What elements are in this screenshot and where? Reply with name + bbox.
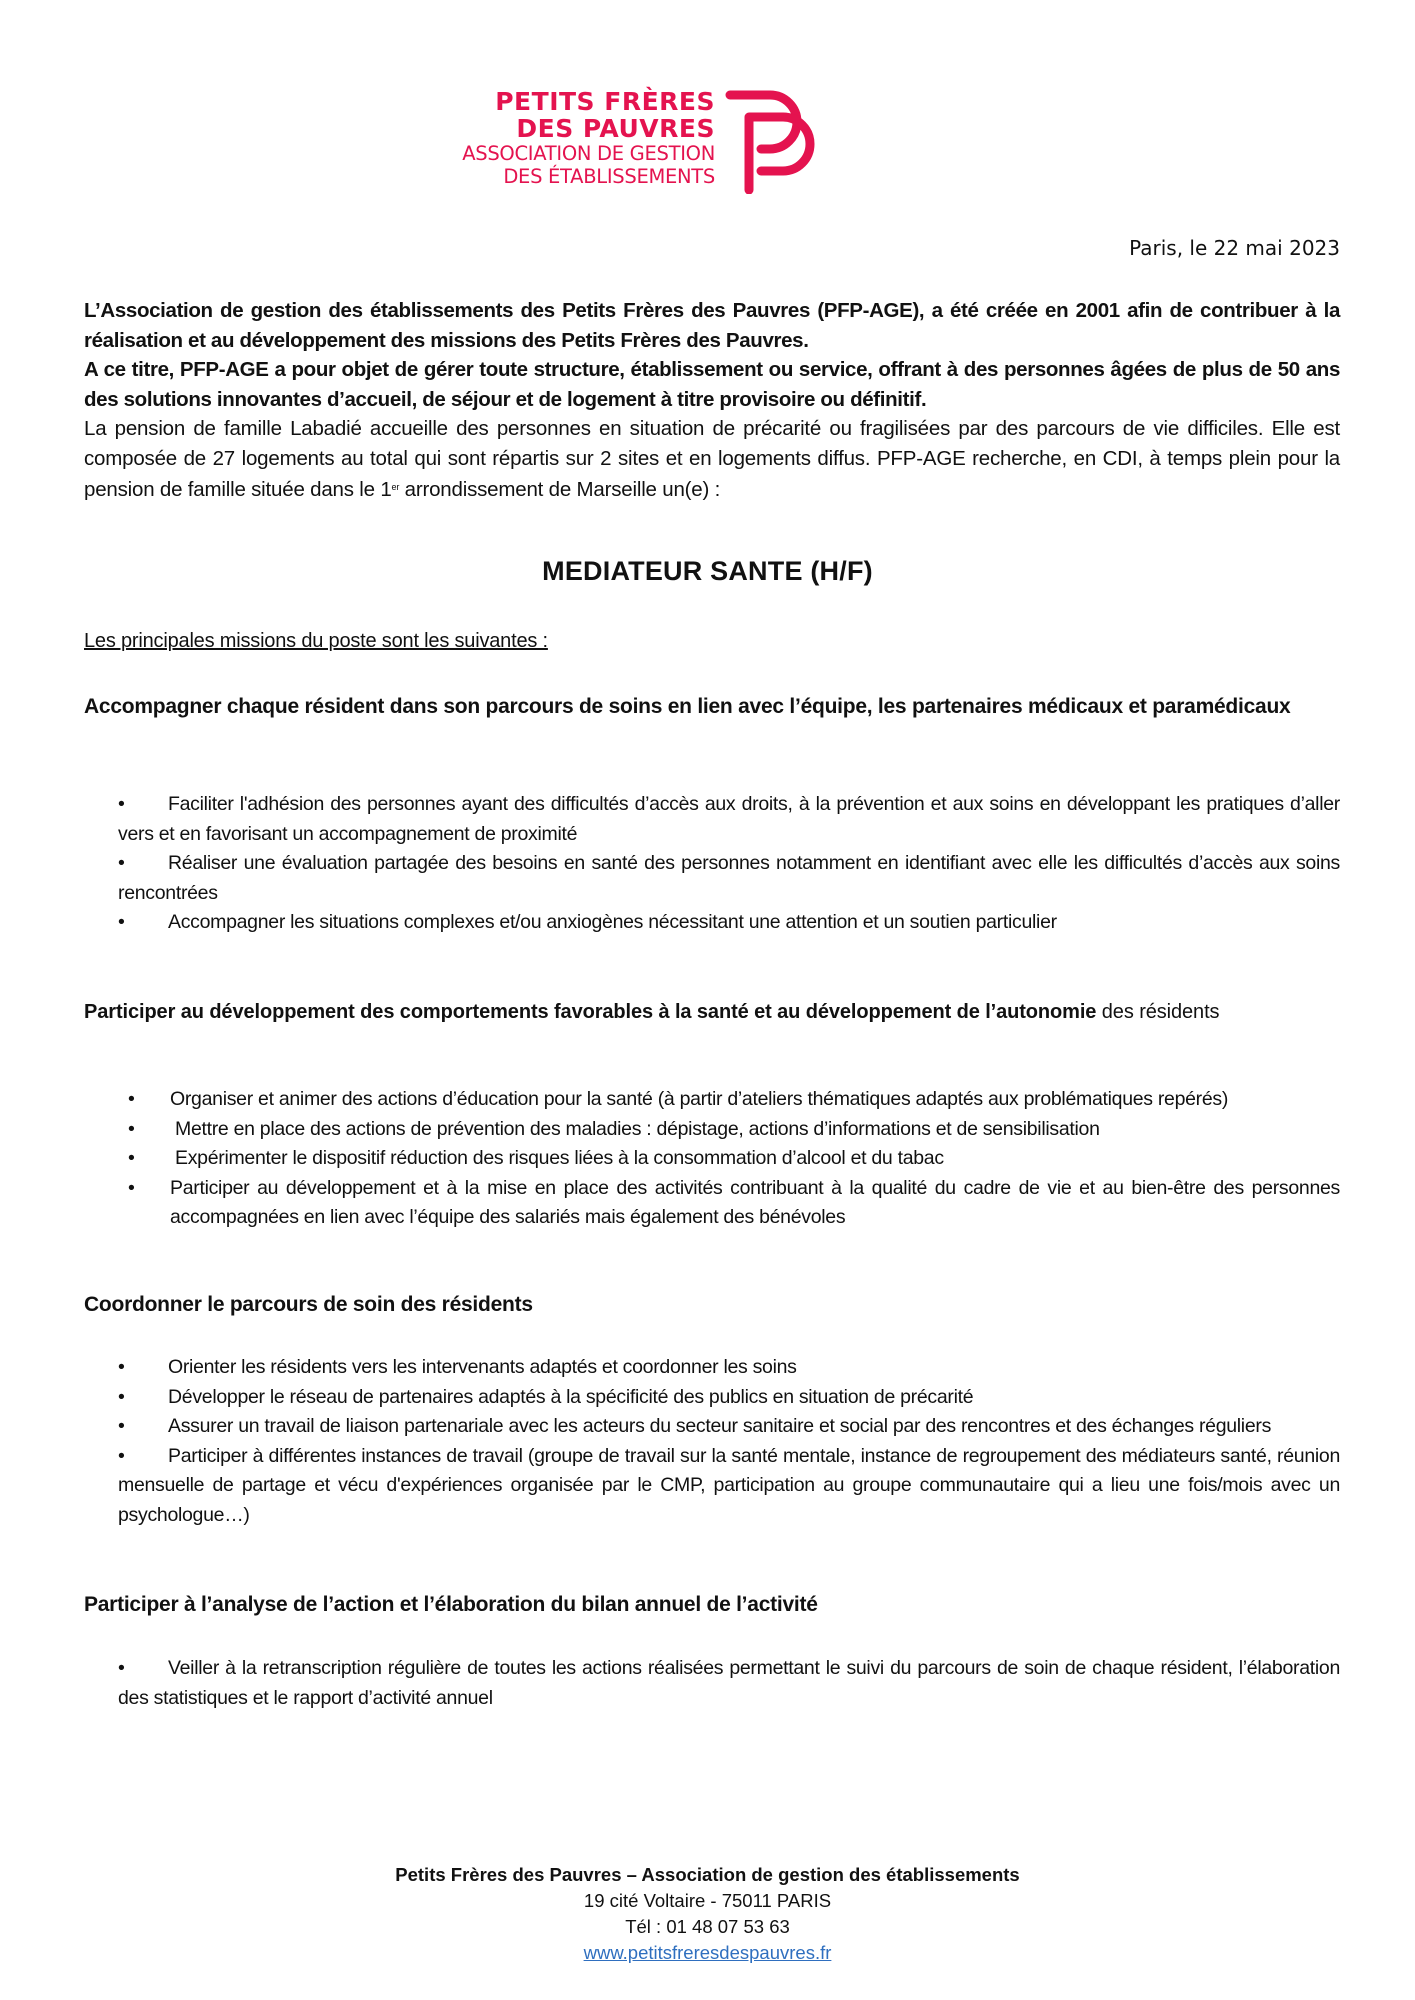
list-item	[118, 849, 1340, 908]
section-4-list	[118, 1654, 1340, 1713]
logo-line-4: DES ÉTABLISSEMENTS	[503, 165, 715, 188]
bullet-icon: •	[118, 1385, 125, 1408]
list-item-text: Participer à différentes instances de travail (groupe de travail sur la santé mentale, instance de regroupement des médiateurs santé, réunion mensuelle de partage et vécu d'expériences organisée par le CMP, participation au groupe communautaire qui a lieu une fois/mois avec un psychologue…)	[118, 1444, 1340, 1526]
footer-organization: Petits Frères des Pauvres – Association de gestion des établissements	[395, 1864, 1020, 1885]
section-heading-3: Coordonner le parcours de soin des résidents	[84, 1293, 533, 1316]
footer-address: 19 cité Voltaire - 75011 PARIS	[583, 1890, 832, 1911]
job-title: MEDIATEUR SANTE (H/F)	[542, 556, 873, 586]
section-2-list	[128, 1085, 1340, 1233]
list-item-text: Développer le réseau de partenaires adaptés à la spécificité des publics en situation de précarité	[168, 1385, 974, 1408]
section-3-list	[118, 1353, 1340, 1530]
list-item	[118, 908, 1340, 938]
list-item	[118, 1654, 1340, 1713]
footer-phone: Tél : 01 48 07 53 63	[625, 1916, 790, 1937]
bullet-icon: •	[128, 1176, 135, 1199]
bullet-icon: •	[128, 1088, 135, 1110]
bullet-icon: •	[118, 1415, 125, 1437]
section-1-list	[118, 790, 1340, 938]
bullet-icon: •	[128, 1147, 135, 1169]
list-item	[118, 1383, 1340, 1413]
ordinal-suffix: er	[391, 482, 400, 492]
section-heading-2-bold: Participer au développement des comportements favorables à la santé et au développement de l’autonomie	[84, 1001, 1097, 1023]
section-heading-2	[84, 998, 1340, 1027]
list-item	[128, 1174, 1340, 1233]
section-heading-1: Accompagner chaque résident dans son parcours de soins en lien avec l’équipe, les partenaires médicaux et paramédicaux	[84, 695, 1291, 718]
bullet-icon: •	[128, 1117, 135, 1140]
list-item-text: Assurer un travail de liaison partenariale avec les acteurs du secteur sanitaire et social par des rencontres et des échanges réguliers	[168, 1415, 1272, 1437]
footer	[0, 1862, 1415, 1966]
list-item-text: Expérimenter le dispositif réduction des risques liées à la consommation d’alcool et du tabac	[175, 1147, 944, 1169]
list-item-text: Faciliter l'adhésion des personnes ayant des difficultés d’accès aux droits, à la prévention et aux soins en développant les pratiques d’aller vers et en favorisant un accompagnement de proximité	[118, 793, 1340, 845]
list-item-text: Mettre en place des actions de prévention des maladies : dépistage, actions d’informations et de sensibilisation	[175, 1117, 1100, 1140]
list-item-text: Accompagner les situations complexes et/ou anxiogènes nécessitant une attention et un soutien particulier	[168, 911, 1057, 933]
intro-paragraph-3-text: La pension de famille Labadié accueille des personnes en situation de précarité ou fragilisées par des parcours de vie difficiles. Elle est composée de 27 logements au total qui sont répartis sur 2 sites et en logements diffus. PFP-AGE recherche, en CDI, à temps plein pour la pension de famille située dans le 1	[84, 417, 1340, 501]
letter-date: Paris, le 22 mai 2023	[1129, 236, 1340, 260]
list-item-text: Organiser et animer des actions d’éducation pour la santé (à partir d’ateliers thématiques adaptés aux problématiques repérés)	[170, 1088, 1229, 1110]
logo-wordmark	[425, 88, 715, 188]
bullet-icon: •	[118, 911, 125, 933]
logo-line-2: DES PAUVRES	[516, 114, 715, 143]
intro-paragraph-1: L’Association de gestion des établissements des Petits Frères des Pauvres (PFP-AGE), a été créée en 2001 afin de contribuer à la réalisation et au développement des missions des Petits Frères des Pauvres.	[84, 299, 1340, 352]
intro-section	[84, 296, 1340, 505]
list-item	[128, 1085, 1340, 1115]
bullet-icon: •	[118, 1657, 125, 1679]
footer-website-link[interactable]: www.petitsfreresdespauvres.fr	[583, 1942, 832, 1963]
bullet-icon: •	[118, 793, 125, 815]
intro-paragraph-3-tail: arrondissement de Marseille un(e) :	[399, 478, 721, 501]
list-item	[118, 1353, 1340, 1383]
intro-paragraph-2: A ce titre, PFP-AGE a pour objet de gérer toute structure, établissement ou service, offrant à des personnes âgées de plus de 50 ans des solutions innovantes d’accueil, de séjour et de logement à titre provisoire ou définitif.	[84, 358, 1340, 411]
list-item-text: Participer au développement et à la mise en place des activités contribuant à la qualité du cadre de vie et au bien-être des personnes accompagnées en lien avec l’équipe des salariés mais également des bénévoles	[170, 1176, 1340, 1228]
list-item	[128, 1115, 1340, 1145]
logo-line-3: ASSOCIATION DE GESTION	[462, 142, 715, 165]
bullet-icon: •	[118, 852, 125, 874]
bullet-icon: •	[118, 1356, 125, 1378]
section-heading-4: Participer à l’analyse de l’action et l’élaboration du bilan annuel de l’activité	[84, 1593, 818, 1616]
list-item-text: Veiller à la retranscription régulière de toutes les actions réalisées permettant le suivi du parcours de soin de chaque résident, l’élaboration des statistiques et le rapport d’activité annuel	[118, 1657, 1340, 1709]
list-item	[118, 1412, 1340, 1442]
missions-lead: Les principales missions du poste sont les suivantes :	[84, 630, 548, 652]
intro-paragraph-3	[84, 414, 1340, 505]
section-heading-2-normal: des résidents	[1096, 1001, 1220, 1023]
logo-line-1: PETITS FRÈRES	[495, 87, 715, 116]
list-item	[118, 1442, 1340, 1531]
list-item-text: Réaliser une évaluation partagée des besoins en santé des personnes notamment en identifiant avec elle les difficultés d’accès aux soins rencontrées	[118, 852, 1340, 904]
list-item	[128, 1144, 1340, 1174]
list-item-text: Orienter les résidents vers les intervenants adaptés et coordonner les soins	[168, 1356, 797, 1378]
bullet-icon: •	[118, 1444, 125, 1467]
list-item	[118, 790, 1340, 849]
organization-logo	[425, 88, 825, 196]
pp-monogram-icon	[725, 90, 821, 194]
